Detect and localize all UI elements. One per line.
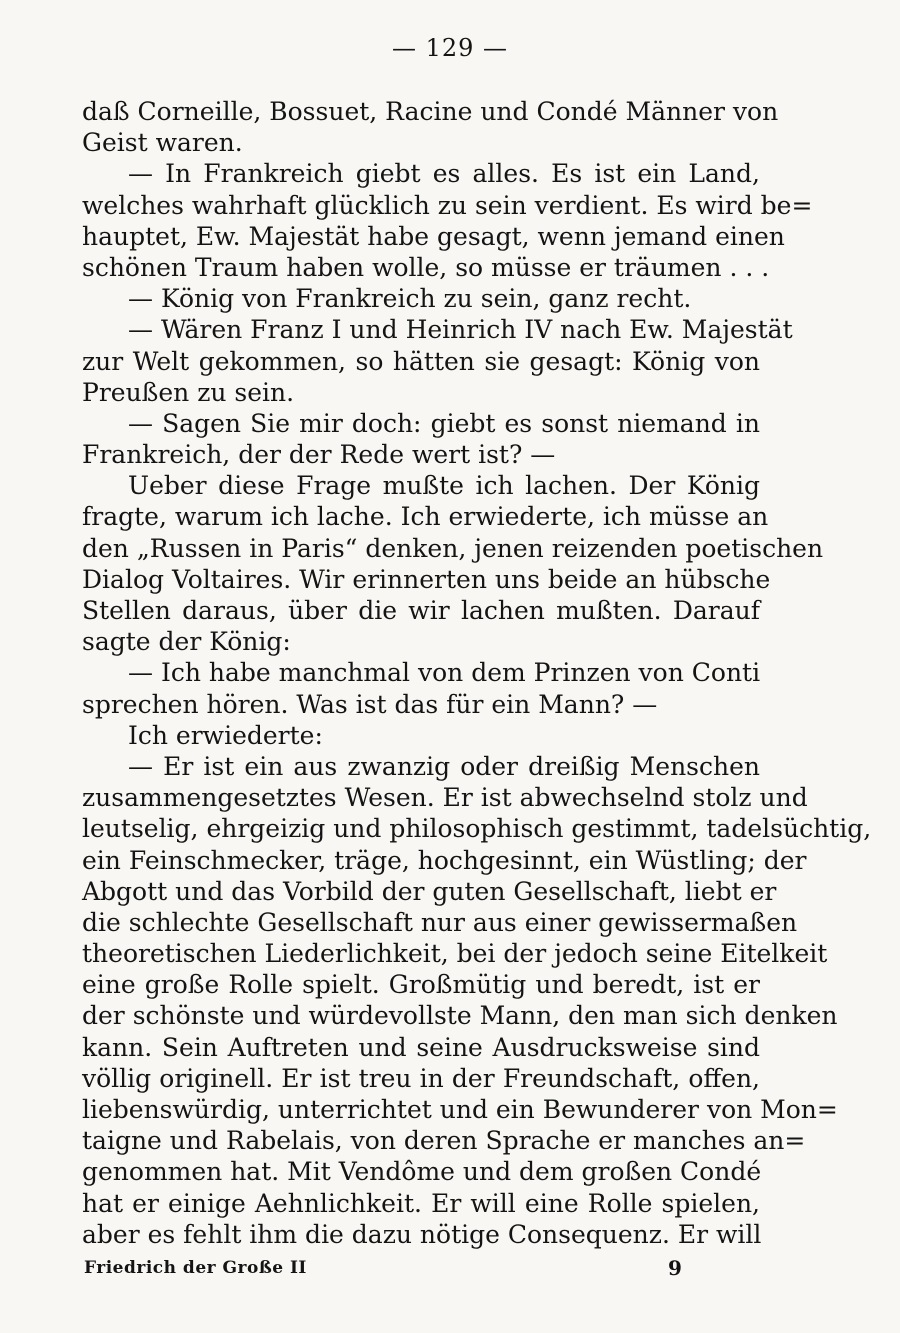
text-line: schönen Traum haben wolle, so müsse er träumen . . . — [82, 252, 770, 282]
text-line: — Wären Franz I und Heinrich IV nach Ew. Majestät — [128, 315, 793, 345]
text-line: — Sagen Sie mir doch: giebt es sonst niemand in — [128, 408, 760, 438]
text-line: hauptet, Ew. Majestät habe gesagt, wenn jemand einen — [82, 221, 785, 251]
text-line: taigne und Rabelais, von deren Sprache er manches an= — [82, 1126, 806, 1156]
text-line: genommen hat. Mit Vendôme und dem großen Condé — [82, 1157, 762, 1187]
body-text — [82, 96, 872, 1250]
text-line: — König von Frankreich zu sein, ganz recht. — [128, 284, 692, 314]
text-line: sagte der König: — [82, 627, 291, 657]
text-line: aber es fehlt ihm die dazu nötige Consequenz. Er will — [82, 1219, 762, 1249]
text-line: zusammengesetztes Wesen. Er ist abwechselnd stolz und — [82, 783, 808, 813]
page-number: — 129 — — [391, 34, 509, 62]
text-line: Geist waren. — [82, 128, 243, 158]
text-line: ein Feinschmecker, träge, hochgesinnt, ein Wüstling; der — [82, 845, 807, 875]
signature-mark: 9 — [668, 1256, 682, 1280]
text-line: daß Corneille, Bossuet, Racine und Condé Männer von — [82, 97, 779, 126]
text-line: Ich erwiederte: — [128, 720, 323, 750]
text-line: die schlechte Gesellschaft nur aus einer gewissermaßen — [82, 907, 798, 937]
text-line: Frankreich, der der Rede wert ist? — — [82, 440, 556, 470]
text-line: Preußen zu sein. — [82, 377, 295, 407]
footer-title: Friedrich der Große II — [84, 1258, 307, 1278]
text-line: Abgott und das Vorbild der guten Gesellschaft, liebt er — [82, 876, 777, 906]
text-line: völlig originell. Er ist treu in der Freundschaft, offen, — [82, 1063, 760, 1093]
text-line: Ueber diese Frage mußte ich lachen. Der König — [128, 471, 760, 501]
text-line: der schönste und würdevollste Mann, den man sich denken — [82, 1001, 838, 1031]
text-line: zur Welt gekommen, so hätten sie gesagt: König von — [82, 346, 760, 376]
text-line: den „Russen in Paris“ denken, jenen reizenden poetischen — [82, 533, 824, 563]
text-line: fragte, warum ich lache. Ich erwiederte, ich müsse an — [82, 502, 769, 532]
text-line: hat er einige Aehnlichkeit. Er will eine Rolle spielen, — [82, 1188, 760, 1218]
text-line: — In Frankreich giebt es alles. Es ist ein Land, — [128, 159, 760, 189]
text-line: — Ich habe manchmal von dem Prinzen von Conti — [128, 658, 761, 688]
text-line: welches wahrhaft glücklich zu sein verdient. Es wird be= — [82, 190, 813, 220]
text-line: eine große Rolle spielt. Großmütig und beredt, ist er — [82, 970, 760, 1000]
text-line: Dialog Voltaires. Wir erinnerten uns beide an hübsche — [82, 564, 771, 594]
text-line: theoretischen Liederlichkeit, bei der jedoch seine Eitelkeit — [82, 939, 828, 969]
text-line: kann. Sein Auftreten und seine Ausdrucksweise sind — [82, 1032, 760, 1062]
text-line: Stellen daraus, über die wir lachen mußten. Darauf — [82, 596, 760, 625]
text-line: leutselig, ehrgeizig und philosophisch gestimmt, tadelsüchtig, — [82, 814, 872, 844]
text-line: liebenswürdig, unterrichtet und ein Bewunderer von Mon= — [82, 1095, 838, 1124]
text-line: — Er ist ein aus zwanzig oder dreißig Menschen — [128, 751, 760, 781]
text-line: sprechen hören. Was ist das für ein Mann? — — [82, 689, 658, 719]
